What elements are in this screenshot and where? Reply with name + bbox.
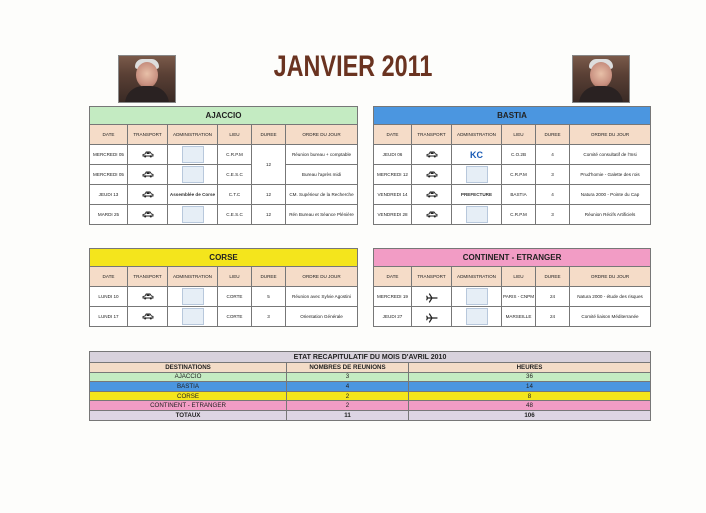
column-header: ORDRE DU JOUR (570, 267, 651, 287)
date-cell: MERCREDI 05 (90, 165, 128, 185)
duree-cell: 12 (252, 205, 286, 225)
bastia-header-row (374, 107, 651, 125)
duree-cell: 4 (536, 145, 570, 165)
recap-header-destinations: DESTINATIONS (90, 363, 287, 373)
date-cell: LUNDI 10 (90, 287, 128, 307)
duree-cell: 12 (252, 145, 286, 185)
column-header: DUREE (252, 125, 286, 145)
column-header: LIEU (502, 125, 536, 145)
administration-cell (452, 205, 502, 225)
recap-row-ajaccio (90, 372, 651, 382)
ordre-du-jour-cell: Comité liaison Méditerranée (570, 307, 651, 327)
table-row (374, 287, 651, 307)
transport-cell (128, 165, 168, 185)
duree-cell: 3 (252, 307, 286, 327)
recap-dest: CONTINENT - ETRANGER (90, 401, 287, 411)
transport-cell (128, 205, 168, 225)
column-header: TRANSPORT (128, 267, 168, 287)
recap-reunions: 2 (287, 391, 409, 401)
date-cell: JEUDI 13 (90, 185, 128, 205)
lieu-cell: C.O.2B (502, 145, 536, 165)
column-header: LIEU (218, 267, 252, 287)
ordre-du-jour-cell: Réunion bureau + comptable (286, 145, 358, 165)
recap-heures: 36 (409, 372, 651, 382)
column-header: DUREE (536, 125, 570, 145)
ordre-du-jour-cell: Comité consultatif de l'Insi (570, 145, 651, 165)
lieu-cell: BASTIA (502, 185, 536, 205)
date-cell: VENDREDI 14 (374, 185, 412, 205)
recap-table (89, 351, 651, 421)
administration-logo (182, 206, 204, 223)
ordre-du-jour-cell: Rén Bureau et Séance Plénière (286, 205, 358, 225)
transport-cell (412, 307, 452, 327)
ordre-du-jour-cell: Natura 2000 - étude des risques (570, 287, 651, 307)
car-icon (426, 151, 438, 158)
ordre-du-jour-cell: Prud'homie - Galette des rois (570, 165, 651, 185)
recap-total-reunions: 11 (287, 410, 409, 420)
transport-cell (412, 145, 452, 165)
lieu-cell: MARSEILLE (502, 307, 536, 327)
administration-logo (182, 288, 204, 305)
recap-heures: 48 (409, 401, 651, 411)
bastia-column-headers (374, 125, 651, 145)
recap-reunions: 3 (287, 372, 409, 382)
corse-table (89, 248, 358, 327)
column-header: DATE (374, 125, 412, 145)
date-cell: MERCREDI 19 (374, 287, 412, 307)
column-header: ORDRE DU JOUR (286, 267, 358, 287)
date-cell: MERCREDI 05 (90, 145, 128, 165)
column-header: DATE (90, 125, 128, 145)
corse-header-row (90, 249, 358, 267)
administration-logo (182, 166, 204, 183)
car-icon (142, 151, 154, 158)
recap-dest: BASTIA (90, 382, 287, 392)
lieu-cell: C.R.P.M (502, 165, 536, 185)
date-cell: MERCREDI 12 (374, 165, 412, 185)
recap-total-label: TOTAUX (90, 410, 287, 420)
ajaccio-header-row (90, 107, 358, 125)
recap-heures: 14 (409, 382, 651, 392)
table-row (374, 185, 651, 205)
column-header: TRANSPORT (412, 267, 452, 287)
column-header: LIEU (218, 125, 252, 145)
column-header: DATE (374, 267, 412, 287)
administration-cell (452, 287, 502, 307)
continent-table (373, 248, 651, 327)
administration-cell (452, 165, 502, 185)
plane-icon (426, 293, 438, 300)
column-header: DATE (90, 267, 128, 287)
column-header: ORDRE DU JOUR (570, 125, 651, 145)
administration-cell (452, 185, 502, 205)
car-icon (426, 191, 438, 198)
table-row (374, 307, 651, 327)
transport-cell (412, 287, 452, 307)
car-icon (142, 293, 154, 300)
column-header: ADMINISTRATION (168, 267, 218, 287)
lieu-cell: C.E.S.C (218, 205, 252, 225)
date-cell: LUNDI 17 (90, 307, 128, 327)
administration-logo (466, 206, 488, 223)
recap-row-continent (90, 401, 651, 411)
recap-reunions: 2 (287, 401, 409, 411)
car-icon (142, 313, 154, 320)
administration-logo (466, 308, 488, 325)
table-row (90, 287, 358, 307)
lieu-cell: CORTE (218, 307, 252, 327)
administration-cell (452, 307, 502, 327)
ajaccio-table (89, 106, 358, 225)
column-header: LIEU (502, 267, 536, 287)
table-row (90, 185, 358, 205)
ajaccio-section-title: AJACCIO (90, 107, 358, 125)
column-header: ADMINISTRATION (168, 125, 218, 145)
recap-heures: 8 (409, 391, 651, 401)
transport-cell (412, 165, 452, 185)
lieu-cell: PARIS - CNPM (502, 287, 536, 307)
duree-cell: 3 (536, 165, 570, 185)
transport-cell (412, 185, 452, 205)
ordre-du-jour-cell: Réunion Récifs Artificiels (570, 205, 651, 225)
duree-cell: 24 (536, 307, 570, 327)
column-header: TRANSPORT (128, 125, 168, 145)
date-cell: JEUDI 27 (374, 307, 412, 327)
table-row (374, 205, 651, 225)
recap-dest: AJACCIO (90, 372, 287, 382)
page-title: JANVIER 2011 (273, 50, 433, 83)
car-icon (426, 211, 438, 218)
table-row (90, 145, 358, 165)
duree-cell: 24 (536, 287, 570, 307)
ordre-du-jour-cell: Réunion avec Sylvie Agostini (286, 287, 358, 307)
lieu-cell: C.R.P.M (502, 205, 536, 225)
ordre-du-jour-cell: CM. Supérieur de la Recherche (286, 185, 358, 205)
duree-cell: 4 (536, 185, 570, 205)
duree-cell: 5 (252, 287, 286, 307)
column-header: TRANSPORT (412, 125, 452, 145)
administration-logo-text: PREFECTURE (460, 192, 493, 197)
date-cell: JEUDI 06 (374, 145, 412, 165)
portrait-photo-right (572, 55, 630, 103)
portrait-photo-left (118, 55, 176, 103)
table-row (90, 307, 358, 327)
table-row (90, 205, 358, 225)
lieu-cell: C.E.S.C (218, 165, 252, 185)
transport-cell (128, 145, 168, 165)
administration-logo (182, 308, 204, 325)
lieu-cell: C.T.C (218, 185, 252, 205)
administration-logo-text: KC (470, 149, 483, 160)
administration-cell (168, 287, 218, 307)
administration-cell (168, 205, 218, 225)
administration-logo (466, 288, 488, 305)
table-row (374, 145, 651, 165)
recap-row-bastia (90, 382, 651, 392)
continent-header-row (374, 249, 651, 267)
administration-cell (168, 307, 218, 327)
continent-section-title: CONTINENT - ETRANGER (374, 249, 651, 267)
recap-header-reunions: NOMBRES DE REUNIONS (287, 363, 409, 373)
ordre-du-jour-cell: Bureau l'après midi (286, 165, 358, 185)
recap-total-row (90, 410, 651, 420)
transport-cell (412, 205, 452, 225)
bastia-table (373, 106, 651, 225)
column-header: ORDRE DU JOUR (286, 125, 358, 145)
transport-cell (128, 307, 168, 327)
car-icon (142, 211, 154, 218)
continent-column-headers (374, 267, 651, 287)
lieu-cell: CORTE (218, 287, 252, 307)
administration-cell (452, 145, 502, 165)
date-cell: MARDI 25 (90, 205, 128, 225)
administration-logo (182, 146, 204, 163)
administration-logo (466, 166, 488, 183)
duree-cell: 12 (252, 185, 286, 205)
transport-cell (128, 287, 168, 307)
table-row (374, 165, 651, 185)
transport-cell (128, 185, 168, 205)
car-icon (142, 171, 154, 178)
lieu-cell: C.R.P.M (218, 145, 252, 165)
ordre-du-jour-cell: Natura 2000 - Pointe du Cap (570, 185, 651, 205)
recap-title: ETAT RECAPITULATIF DU MOIS D'AVRIL 2010 (90, 352, 651, 363)
recap-total-heures: 106 (409, 410, 651, 420)
administration-logo-text: Assemblée de Corse (169, 192, 216, 197)
bastia-section-title: BASTIA (374, 107, 651, 125)
plane-icon (426, 313, 438, 320)
table-row (90, 165, 358, 185)
recap-header-heures: HEURES (409, 363, 651, 373)
corse-column-headers (90, 267, 358, 287)
column-header: DUREE (536, 267, 570, 287)
corse-section-title: CORSE (90, 249, 358, 267)
recap-dest: CORSE (90, 391, 287, 401)
administration-cell (168, 165, 218, 185)
date-cell: VENDREDI 28 (374, 205, 412, 225)
administration-cell (168, 185, 218, 205)
car-icon (426, 171, 438, 178)
recap-reunions: 4 (287, 382, 409, 392)
administration-cell (168, 145, 218, 165)
ordre-du-jour-cell: Orientation Générale (286, 307, 358, 327)
recap-row-corse (90, 391, 651, 401)
car-icon (142, 191, 154, 198)
column-header: ADMINISTRATION (452, 267, 502, 287)
column-header: DUREE (252, 267, 286, 287)
column-header: ADMINISTRATION (452, 125, 502, 145)
duree-cell: 3 (536, 205, 570, 225)
ajaccio-column-headers (90, 125, 358, 145)
